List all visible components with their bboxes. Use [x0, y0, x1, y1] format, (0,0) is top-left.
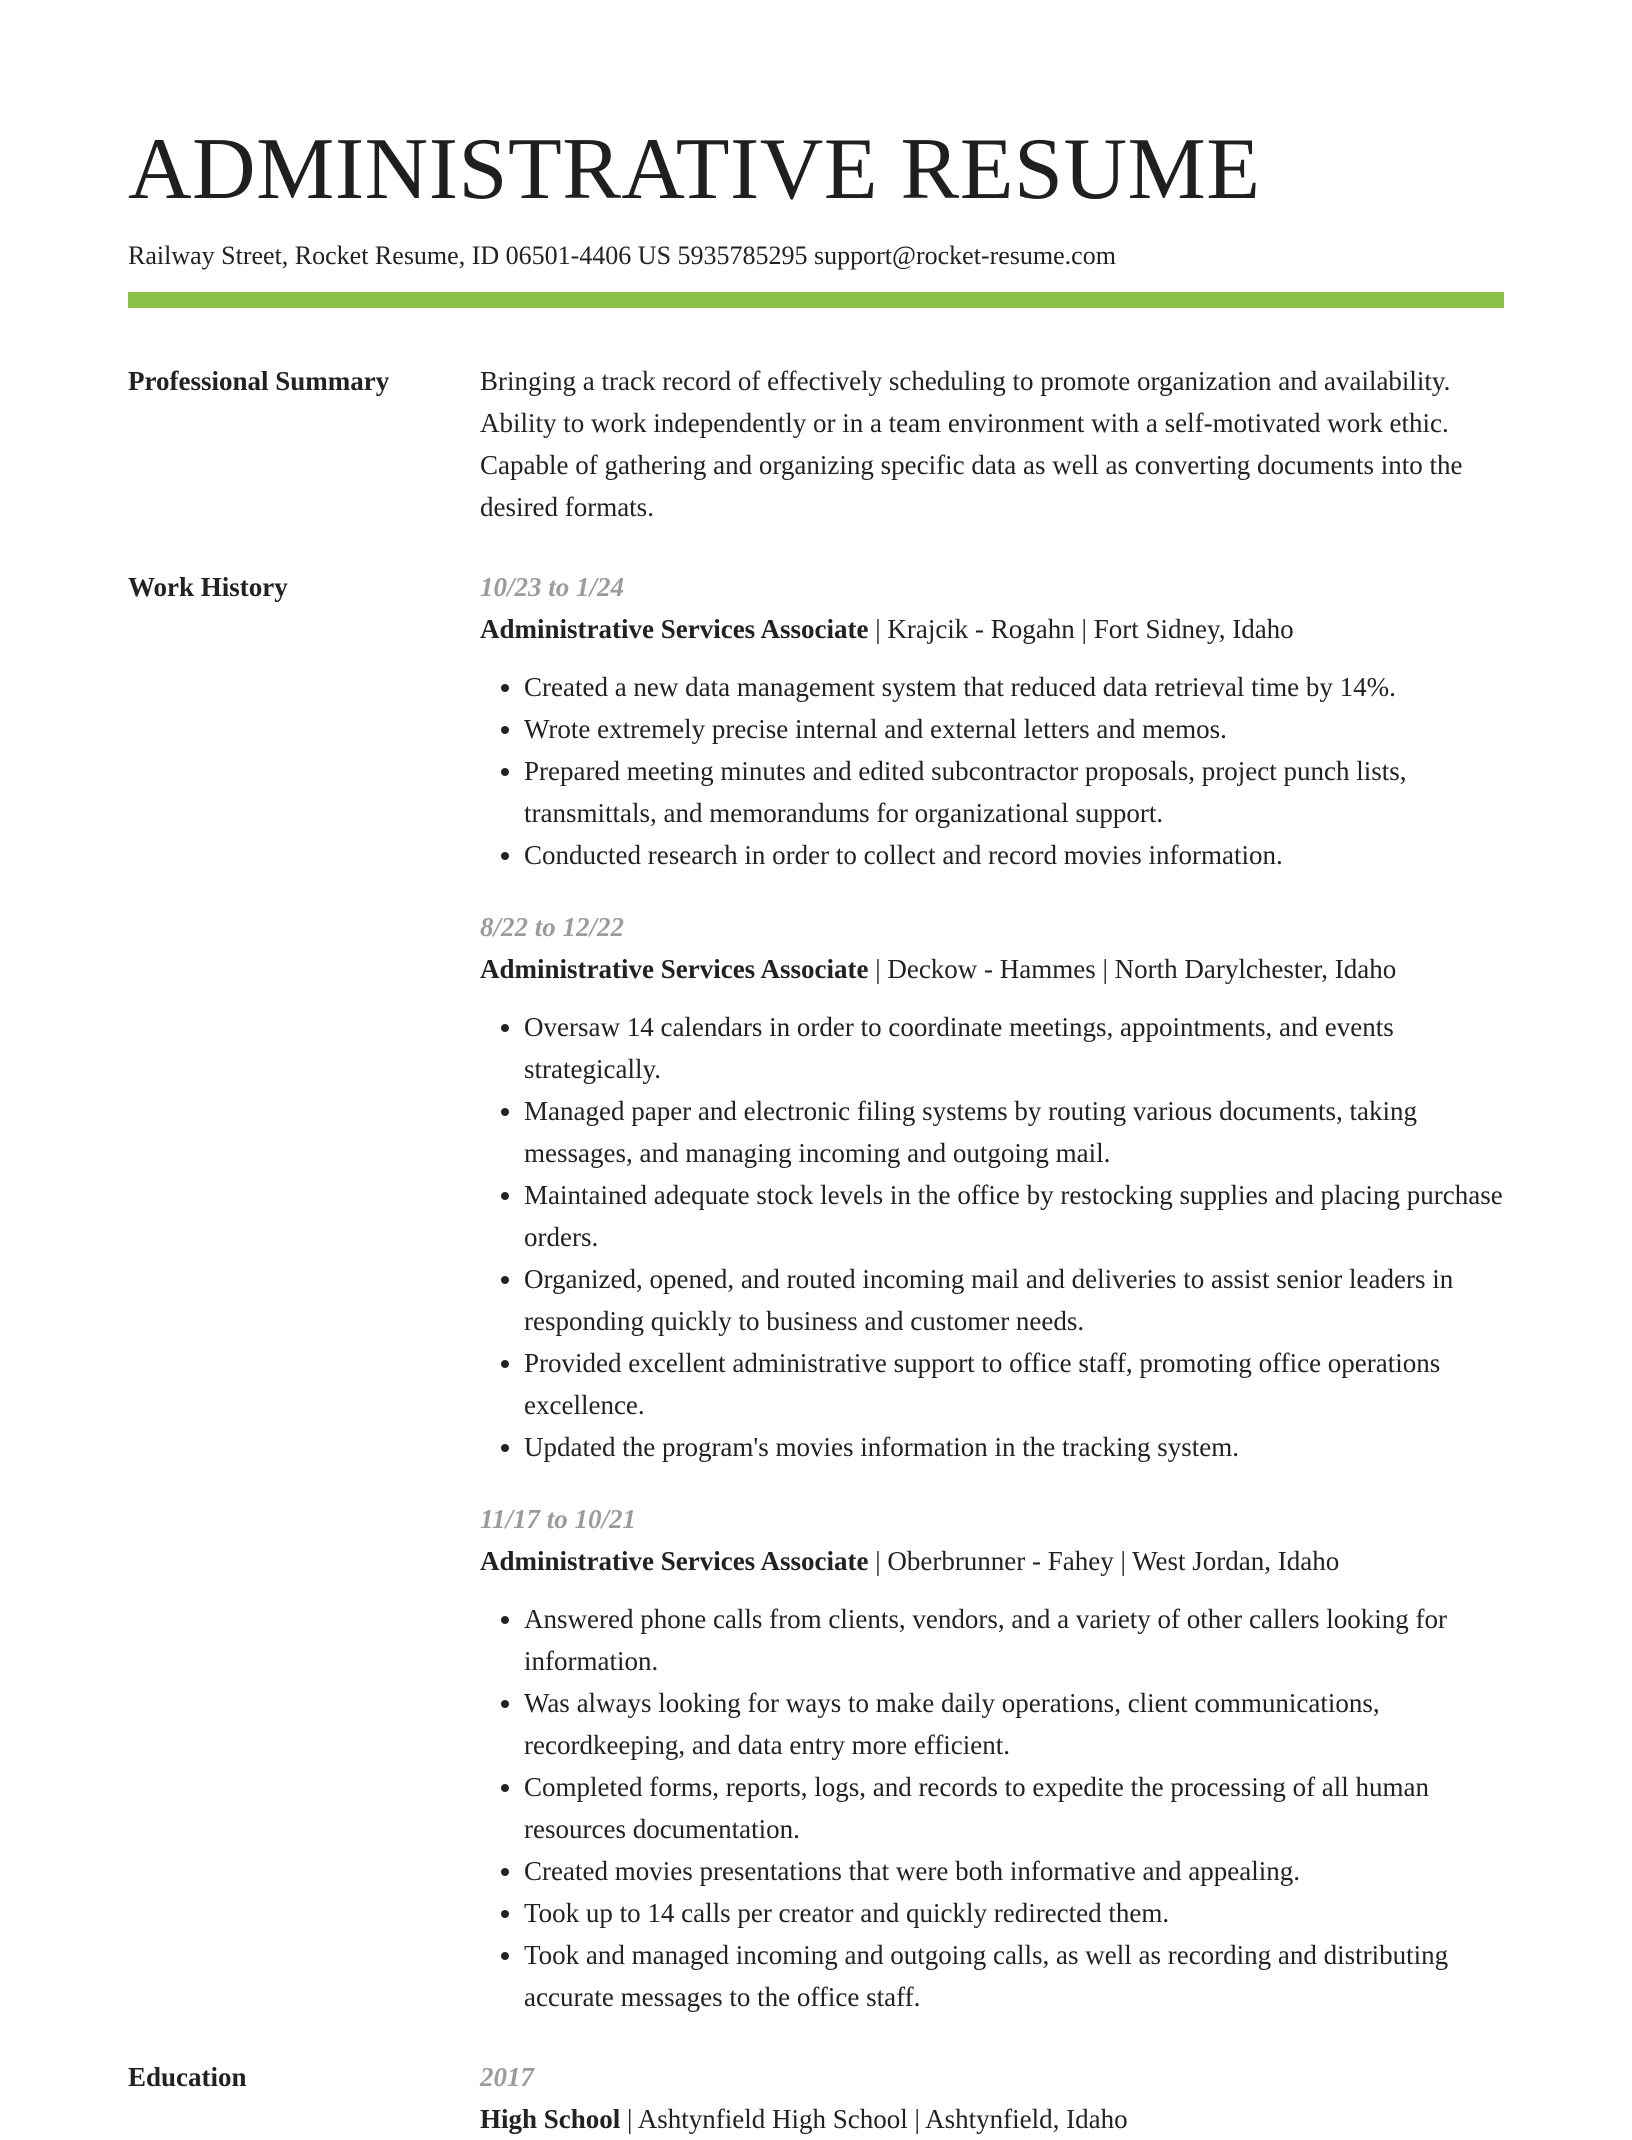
job-entry	[480, 566, 1504, 876]
job-title-line	[480, 948, 1504, 990]
job-role: Administrative Services Associate	[480, 614, 869, 644]
job-bullets	[480, 1006, 1504, 1468]
job-bullet: • Updated the program's movies information in the tracking system.	[524, 1426, 1504, 1468]
job-bullet: • Provided excellent administrative support to office staff, promoting office operations excellence.	[524, 1342, 1504, 1426]
job-entry	[480, 1498, 1504, 2018]
job-title-line	[480, 608, 1504, 650]
job-details: | Oberbrunner - Fahey | West Jordan, Idaho	[868, 1546, 1340, 1576]
job-bullet: • Answered phone calls from clients, vendors, and a variety of other callers looking for information.	[524, 1598, 1504, 1682]
job-entry	[480, 906, 1504, 1468]
job-role: Administrative Services Associate	[480, 954, 869, 984]
education-section	[128, 2056, 1504, 2140]
job-bullet: • Took up to 14 calls per creator and quickly redirected them.	[524, 1892, 1504, 1934]
education-title-line	[480, 2098, 1504, 2140]
job-bullet: • Wrote extremely precise internal and external letters and memos.	[524, 708, 1504, 750]
education-dates: 2017	[480, 2062, 534, 2092]
job-bullets	[480, 1598, 1504, 2018]
contact-line: Railway Street, Rocket Resume, ID 06501-4406 US 5935785295 support@rocket-resume.com	[128, 241, 1116, 270]
job-details: | Deckow - Hammes | North Darylchester, Idaho	[868, 954, 1397, 984]
job-bullet: • Oversaw 14 calendars in order to coordinate meetings, appointments, and events strategically.	[524, 1006, 1504, 1090]
job-bullet: • Took and managed incoming and outgoing calls, as well as recording and distributing accurate messages to the office staff.	[524, 1934, 1504, 2018]
work-history-body	[480, 566, 1504, 2018]
summary-section	[128, 360, 1504, 528]
job-bullet: • Completed forms, reports, logs, and records to expedite the processing of all human resources documentation.	[524, 1766, 1504, 1850]
job-bullet: • Managed paper and electronic filing systems by routing various documents, taking messages, and managing incoming and outgoing mail.	[524, 1090, 1504, 1174]
education-details: | Ashtynfield High School | Ashtynfield, Idaho	[620, 2104, 1128, 2134]
job-dates: 10/23 to 1/24	[480, 572, 625, 602]
resume-page	[128, 118, 1504, 2140]
job-bullet: • Created movies presentations that were both informative and appealing.	[524, 1850, 1504, 1892]
education-entry	[480, 2056, 1504, 2140]
header-divider	[128, 292, 1504, 308]
resume-title: ADMINISTRATIVE RESUME	[128, 121, 1261, 218]
section-label-work-history: Work History	[128, 572, 288, 602]
job-bullet: • Created a new data management system that reduced data retrieval time by 14%.	[524, 666, 1504, 708]
job-dates: 11/17 to 10/21	[480, 1504, 637, 1534]
education-degree: High School	[480, 2104, 621, 2134]
section-label-summary: Professional Summary	[128, 366, 390, 396]
job-details: | Krajcik - Rogahn | Fort Sidney, Idaho	[868, 614, 1294, 644]
job-dates: 8/22 to 12/22	[480, 912, 625, 942]
job-role: Administrative Services Associate	[480, 1546, 869, 1576]
job-bullet: • Prepared meeting minutes and edited subcontractor proposals, project punch lists, transmittals, and memorandums for organizational support.	[524, 750, 1504, 834]
job-bullet: • Maintained adequate stock levels in the office by restocking supplies and placing purchase orders.	[524, 1174, 1504, 1258]
job-title-line	[480, 1540, 1504, 1582]
work-history-section	[128, 566, 1504, 2018]
education-body	[480, 2056, 1504, 2140]
job-bullet: • Conducted research in order to collect and record movies information.	[524, 834, 1504, 876]
job-bullet: • Was always looking for ways to make daily operations, client communications, recordkeeping, and data entry more efficient.	[524, 1682, 1504, 1766]
section-label-education: Education	[128, 2062, 247, 2092]
job-bullet: • Organized, opened, and routed incoming mail and deliveries to assist senior leaders in responding quickly to business and customer needs.	[524, 1258, 1504, 1342]
job-bullets	[480, 666, 1504, 876]
summary-text: Bringing a track record of effectively scheduling to promote organization and availability. Ability to work independently or in a team environment with a self-motivated work ethic. Capable of gathering and organizing specific data as well as converting documents into the desired formats.	[480, 366, 1463, 522]
